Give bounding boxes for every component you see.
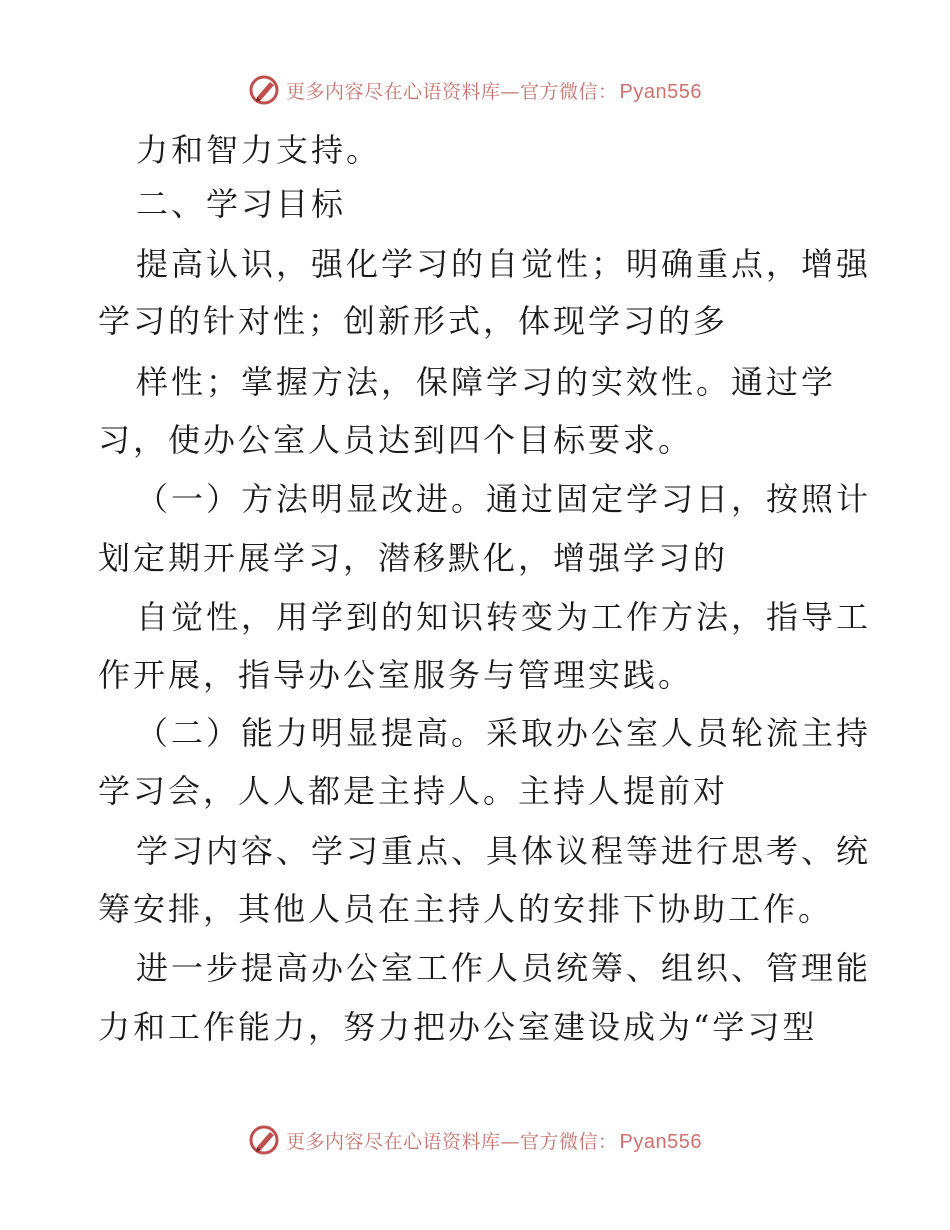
watermark-label: 更多内容尽在心语资料库—官方微信： — [286, 80, 618, 103]
header-watermark — [0, 70, 950, 110]
watermark-text — [286, 77, 702, 104]
footer-watermark — [0, 1120, 950, 1160]
watermark-wechat-id: Pyan556 — [619, 80, 702, 103]
body-line: 自觉性，用学到的知识转变为工作方法，指导工 — [136, 598, 872, 636]
watermark-text — [286, 1127, 702, 1154]
watermark-wechat-id: Pyan556 — [619, 1130, 702, 1153]
pen-logo-icon — [248, 1123, 282, 1157]
pen-logo-icon — [248, 73, 282, 107]
body-line: 进一步提高办公室工作人员统筹、组织、管理能 — [136, 949, 872, 987]
body-line: 样性；掌握方法，保障学习的实效性。通过学 — [136, 363, 837, 401]
body-line: 习，使办公室人员达到四个目标要求。 — [98, 421, 694, 459]
body-line: 作开展，指导办公室服务与管理实践。 — [98, 656, 694, 694]
body-line: 力和智力支持。 — [136, 131, 382, 169]
section-heading: 二、学习目标 — [136, 185, 347, 223]
body-line: 学习的针对性；创新形式，体现学习的多 — [98, 302, 729, 340]
watermark-label: 更多内容尽在心语资料库—官方微信： — [286, 1130, 618, 1153]
subheading-line: （一）方法明显改进。通过固定学习日，按照计 — [136, 480, 872, 518]
body-line: 提高认识，强化学习的自觉性；明确重点，增强 — [136, 245, 872, 283]
body-line: 力和工作能力，努力把办公室建设成为“学习型 — [98, 1008, 818, 1046]
body-line: 学习内容、学习重点、具体议程等进行思考、统 — [136, 832, 872, 870]
body-line: 学习会，人人都是主持人。主持人提前对 — [98, 772, 729, 810]
body-line: 筹安排，其他人员在主持人的安排下协助工作。 — [98, 890, 834, 928]
body-line: 划定期开展学习，潜移默化，增强学习的 — [98, 539, 729, 577]
subheading-line: （二）能力明显提高。采取办公室人员轮流主持 — [136, 714, 872, 752]
